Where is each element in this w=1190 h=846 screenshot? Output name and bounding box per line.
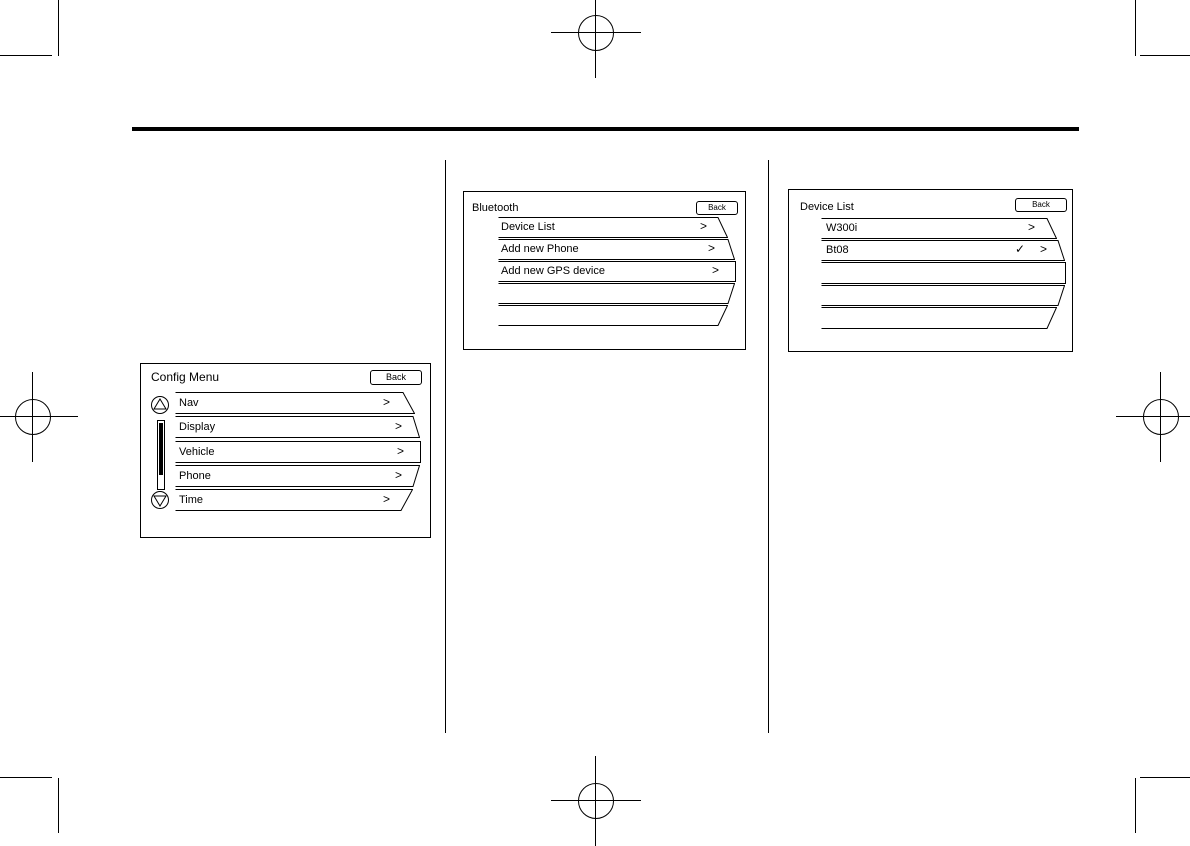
empty-row[interactable] xyxy=(821,285,1065,306)
device-row-bt08[interactable] xyxy=(821,240,1065,261)
screen-title: Config Menu xyxy=(151,370,220,384)
checkmark-icon: ✓ xyxy=(1015,242,1026,256)
registration-mark xyxy=(0,372,78,462)
registration-mark xyxy=(551,0,641,78)
device-row-w300i[interactable] xyxy=(821,218,1057,239)
crop-mark xyxy=(1135,778,1136,833)
chevron-right-icon: > xyxy=(397,444,405,458)
menu-item-label: Vehicle xyxy=(179,446,215,458)
chevron-right-icon: > xyxy=(700,219,708,233)
crop-mark xyxy=(1135,0,1136,56)
device-list-screen xyxy=(788,189,1073,352)
registration-mark xyxy=(1116,372,1190,462)
menu-item-vehicle[interactable] xyxy=(175,441,421,463)
menu-item-label: Display xyxy=(179,421,216,433)
chevron-right-icon: > xyxy=(712,263,720,277)
screen-title: Bluetooth xyxy=(472,202,519,214)
chevron-right-icon: > xyxy=(1028,220,1036,234)
scrollbar[interactable] xyxy=(157,420,165,490)
crop-mark xyxy=(0,777,52,778)
menu-item-label: Add new GPS device xyxy=(501,265,605,277)
crop-mark xyxy=(58,0,59,56)
menu-item-time[interactable] xyxy=(175,489,413,511)
config-menu-screen xyxy=(140,363,431,538)
menu-item-label: Time xyxy=(179,494,204,506)
back-button[interactable]: Back xyxy=(1015,198,1067,212)
back-button[interactable]: Back xyxy=(370,370,422,385)
crop-mark xyxy=(0,55,52,56)
column-divider xyxy=(768,160,769,733)
menu-item-display[interactable] xyxy=(175,416,420,438)
menu-item-device-list[interactable] xyxy=(498,217,728,238)
empty-row[interactable] xyxy=(821,262,1066,284)
scroll-up-button[interactable] xyxy=(151,396,169,414)
menu-item-nav[interactable] xyxy=(175,392,415,414)
menu-item-label: Nav xyxy=(179,397,199,409)
scroll-down-button[interactable] xyxy=(151,491,169,509)
bluetooth-screen xyxy=(463,191,746,350)
triangle-up-circle-icon xyxy=(151,396,169,414)
menu-item-add-new-gps-device[interactable] xyxy=(498,261,736,282)
triangle-down-circle-icon xyxy=(151,491,169,509)
chevron-right-icon: > xyxy=(1040,242,1048,256)
scrollbar-thumb[interactable] xyxy=(159,423,163,475)
column-divider xyxy=(445,160,446,733)
menu-item-add-new-phone[interactable] xyxy=(498,239,735,260)
screen-title: Device List xyxy=(800,201,854,213)
device-name: W300i xyxy=(826,222,858,234)
chevron-right-icon: > xyxy=(395,468,403,482)
menu-item-phone[interactable] xyxy=(175,465,420,487)
chevron-right-icon: > xyxy=(395,419,403,433)
crop-mark xyxy=(1140,55,1190,56)
crop-mark xyxy=(1140,777,1190,778)
menu-item-label: Device List xyxy=(501,221,555,233)
empty-row[interactable] xyxy=(498,305,728,326)
empty-row[interactable] xyxy=(498,283,735,304)
empty-row[interactable] xyxy=(821,307,1057,329)
chevron-right-icon: > xyxy=(383,395,391,409)
chevron-right-icon: > xyxy=(708,241,716,255)
header-rule xyxy=(132,127,1079,131)
crop-mark xyxy=(58,778,59,833)
menu-item-label: Add new Phone xyxy=(501,243,579,255)
chevron-right-icon: > xyxy=(383,492,391,506)
back-button[interactable]: Back xyxy=(696,201,738,215)
device-name: Bt08 xyxy=(826,244,849,256)
menu-item-label: Phone xyxy=(179,470,211,482)
